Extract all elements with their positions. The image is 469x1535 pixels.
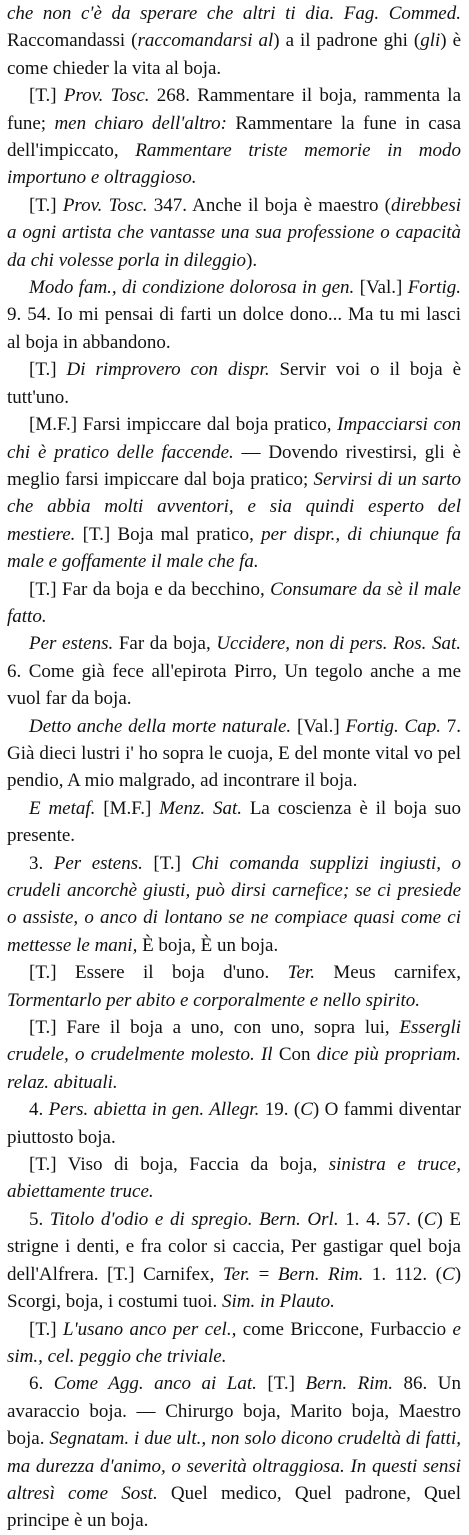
italic-text: C: [423, 1208, 437, 1230]
italic-text: Di rimprovero con dispr.: [66, 359, 270, 381]
text: 1. 4. 57. (: [338, 1208, 424, 1230]
text: [T.]: [29, 1318, 64, 1340]
italic-text: che non c'è da sperare che altri ti dia. Fag. Commed.: [7, 3, 461, 24]
text: 268. Rammentare il boja, rammenta la fune;: [7, 85, 462, 134]
text: Con: [272, 1044, 317, 1066]
entry-paragraph: [7, 959, 461, 1014]
italic-text: Ter.: [287, 962, 315, 984]
italic-text: Segnatam. i due ult., non solo dicono crudeltà di fatti, ma durezza d'animo, o severità oltraggiosa. In questi sensi altresì come Sost.: [7, 1428, 461, 1504]
entry-paragraph: [7, 576, 461, 631]
text: Meus carnifex,: [314, 962, 461, 984]
text: 6. Come già fece all'epirota Pirro, Un tegolo anche a me vuol far da boja.: [7, 660, 461, 710]
text: [M.F.]: [95, 797, 160, 819]
italic-text: Per estens.: [53, 852, 143, 874]
italic-text: per dispr., di chiunque fa male e goffamente il male che fa.: [7, 523, 461, 573]
entry-paragraph: [7, 1096, 461, 1151]
entry-paragraph: [7, 850, 461, 960]
italic-text: Tormentarlo per abito e corporalmente e nello spirito.: [7, 989, 421, 1011]
text: =: [250, 1263, 278, 1285]
italic-text: L'usano anco per cel.,: [63, 1318, 237, 1340]
italic-text: Titolo d'odio e di spregio. Bern. Orl.: [49, 1208, 339, 1230]
text: Rammentare la fune in casa dell'impiccato,: [7, 112, 461, 162]
text: La coscienza è il boja suo presente.: [7, 797, 462, 847]
italic-text: Sim. in Plauto.: [221, 1291, 335, 1313]
text: [T.] Essere il boja d'uno.: [29, 962, 288, 984]
text: 19. (: [259, 1099, 301, 1121]
text: ) a il padrone ghi (: [273, 30, 421, 52]
italic-text: E metaf.: [29, 797, 96, 819]
text: 3.: [29, 852, 54, 874]
text: 1. 112. (: [363, 1263, 442, 1285]
text: [T.]: [256, 1373, 306, 1395]
text: [Val.]: [354, 277, 408, 299]
text: 4.: [29, 1099, 49, 1121]
text: [T.] Fare il boja a uno, con uno, sopra lui,: [29, 1017, 400, 1039]
text: [T.] Far da boja e da becchino,: [29, 578, 271, 600]
italic-text: Rammentare triste memorie in modo importuno e oltraggioso.: [7, 140, 461, 189]
italic-text: Chi comanda supplizi ingiusti, o crudeli ancorchè giusti, può dirsi carnefice; se ci presiede o assiste, o anco di lontano se ne compiace quasi come ci mettesse le mani,: [7, 852, 461, 956]
text: Servir voi o il boja è tutt'uno.: [7, 359, 461, 408]
text: 6.: [29, 1373, 54, 1395]
entry-paragraph: [7, 0, 461, 82]
italic-text: Ter.: [222, 1263, 251, 1285]
italic-text: Menz. Sat.: [159, 797, 242, 819]
entry-paragraph: [7, 1370, 461, 1534]
entry-paragraph: [7, 1151, 461, 1206]
text: [T.]: [142, 852, 192, 874]
text: ) è come chieder la vita al boja.: [7, 30, 462, 79]
italic-text: Consumare da sè il male fatto.: [7, 578, 461, 627]
italic-text: dice più propriam. relaz. abituali.: [7, 1044, 461, 1093]
entry-paragraph: [7, 1316, 461, 1371]
italic-text: men chiaro dell'altro:: [54, 112, 227, 134]
italic-text: Come Agg. anco ai Lat.: [53, 1373, 257, 1395]
italic-text: Fortig.: [407, 277, 462, 299]
italic-text: C: [300, 1099, 313, 1121]
text: È boja, È un boja.: [137, 934, 279, 956]
text: [T.] Viso di boja, Faccia da boja,: [29, 1154, 329, 1176]
text: Far da boja,: [113, 633, 217, 655]
text: ) E strigne i denti, e fra color si caccia, Per gastigar quel boja dell'Alfrera. [T.] Carnifex,: [7, 1208, 462, 1285]
italic-text: Uccidere, non di pers. Ros. Sat.: [216, 633, 461, 655]
italic-text: Servirsi di un sarto che abbia molti avventori, e sia quindi esperto del mestiere.: [7, 468, 461, 545]
entry-paragraph: [7, 356, 461, 411]
text: ).: [246, 249, 258, 271]
italic-text: Detto anche della morte naturale.: [29, 715, 292, 737]
text: [T.]: [29, 85, 64, 107]
italic-text: raccomandarsi al: [137, 30, 274, 52]
text: 9. 54. Io mi pensai di farti un dolce dono... Ma tu mi lasci al boja in abbandono.: [7, 304, 461, 353]
italic-text: C: [442, 1263, 455, 1285]
italic-text: Pers. abietta in gen. Allegr.: [48, 1099, 260, 1121]
italic-text: Prov. Tosc.: [63, 85, 150, 107]
entry-paragraph: [7, 630, 461, 712]
text: [T.]: [29, 359, 67, 381]
text: 7. Già dieci lustri i' ho sopra le cuoja, E del monte vital vo pel pendio, A mio malgrado, ad incontrare il boja.: [7, 715, 461, 792]
italic-text: direbbesi a ogni artista che vantasse una sua professione o capacità da chi volesse porla in dileggio: [7, 194, 462, 271]
entry-paragraph: [7, 82, 461, 192]
text: 86. Un avaraccio boja. — Chirurgo boja, Marito boja, Maestro boja.: [7, 1373, 461, 1450]
italic-text: Bern. Rim.: [305, 1373, 394, 1395]
text: [T.] Boja mal pratico,: [75, 523, 262, 545]
entry-paragraph: [7, 411, 461, 575]
text: ) O fammi diventar piuttosto boja.: [7, 1099, 462, 1148]
italic-text: Impacciarsi con chi è pratico delle faccende.: [7, 414, 461, 463]
entry-paragraph: [7, 795, 461, 850]
text: 5.: [29, 1208, 50, 1230]
text: [M.F.] Farsi impiccare dal boja pratico,: [29, 414, 338, 436]
text: Quel medico, Quel padrone, Quel principe è un boja.: [7, 1482, 461, 1532]
entry-paragraph: [7, 274, 461, 356]
text: [T.]: [29, 194, 63, 216]
text: Raccomandassi (: [7, 30, 138, 52]
italic-text: e sim., cel. peggio che triviale.: [7, 1318, 461, 1367]
entry-paragraph: [7, 1014, 461, 1096]
entry-paragraph: [7, 713, 461, 795]
italic-text: Fortig. Cap.: [345, 715, 441, 737]
italic-text: Essergli crudele, o crudelmente molesto. Il: [7, 1017, 461, 1066]
italic-text: Per estens.: [29, 633, 114, 655]
text: come Briccone, Furbaccio: [236, 1318, 453, 1340]
text: — Dovendo rivestirsi, gli è meglio farsi impiccare dal boja pratico;: [7, 441, 461, 490]
text: 347. Anche il boja è maestro (: [147, 194, 391, 216]
italic-text: sinistra e truce, abiettamente truce.: [7, 1154, 461, 1203]
italic-text: gli: [420, 30, 441, 52]
italic-text: Bern. Rim.: [277, 1263, 364, 1285]
text: ) Scorgi, boja, i costumi tuoi.: [7, 1263, 462, 1313]
italic-text: Modo fam., di condizione dolorosa in gen.: [29, 277, 355, 299]
italic-text: Prov. Tosc.: [62, 194, 148, 216]
entry-paragraph: [7, 192, 461, 274]
entry-paragraph: [7, 1206, 461, 1316]
text: [Val.]: [291, 715, 346, 737]
